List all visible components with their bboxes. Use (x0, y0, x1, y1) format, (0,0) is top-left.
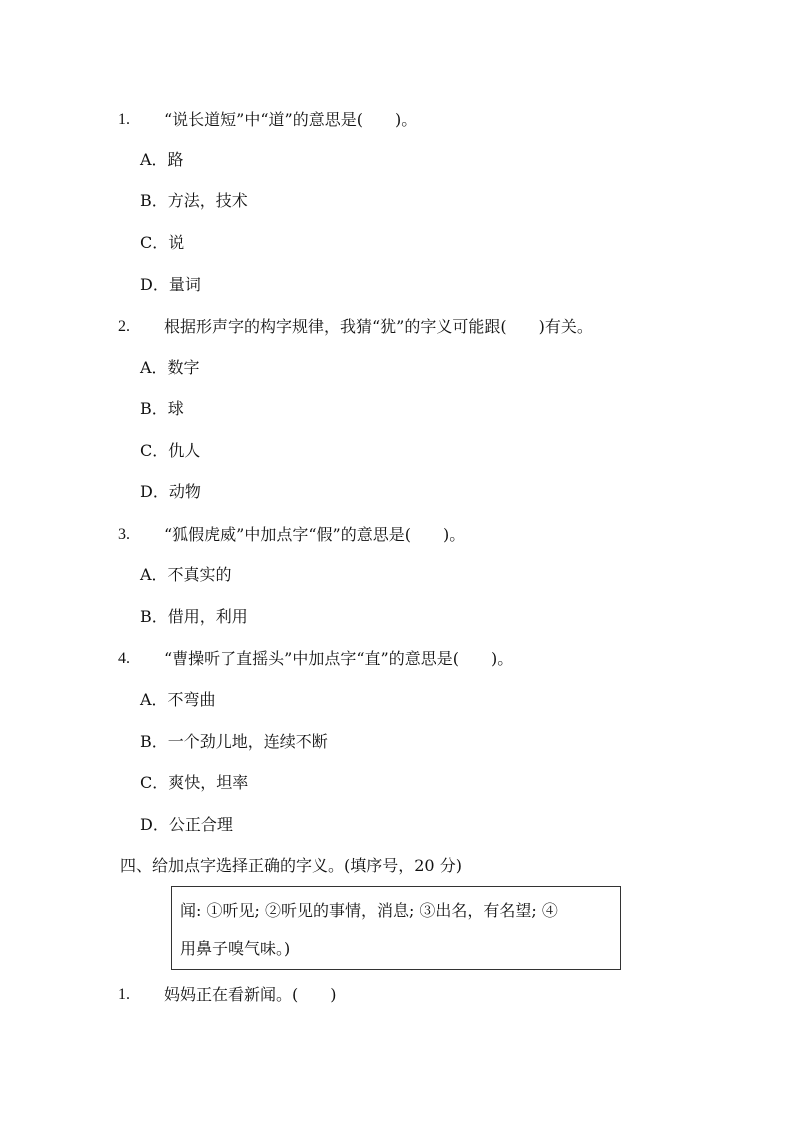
definition-line-1: 闻: ①听见; ②听见的事情，消息; ③出名，有名望; ④ (180, 901, 558, 920)
option-d: D．量词 (140, 275, 201, 294)
question-text: “曹操听了直摇头”中加点字“直”的意思是( )。 (164, 649, 514, 668)
question-text: 根据形声字的构字规律，我猜“犹”的字义可能跟( )有关。 (164, 317, 593, 336)
option-b: B．球 (140, 399, 184, 418)
definition-box (171, 886, 621, 970)
option-b: B．一个劲儿地，连续不断 (140, 732, 328, 751)
question-text: “说长道短”中“道”的意思是( )。 (164, 110, 418, 129)
option-a: A．路 (140, 150, 184, 169)
question-text: “狐假虎威”中加点字“假”的意思是( )。 (164, 525, 466, 544)
definition-line-2: 用鼻子嗅气味。) (180, 939, 291, 958)
question-number: 1. (118, 986, 130, 1003)
section-heading: 四、给加点字选择正确的字义。(填序号，20 分) (120, 856, 462, 875)
option-c: C．仇人 (140, 441, 201, 460)
option-a: A．数字 (140, 358, 200, 377)
option-a: A．不真实的 (140, 565, 232, 584)
option-a: A．不弯曲 (140, 690, 216, 709)
option-b: B．借用，利用 (140, 607, 248, 626)
question-number: 4. (118, 650, 130, 667)
question-number: 1. (118, 111, 130, 128)
option-d: D．动物 (140, 482, 201, 501)
option-c: C．说 (140, 233, 185, 252)
option-d: D．公正合理 (140, 815, 233, 834)
question-number: 2. (118, 318, 130, 335)
question-number: 3. (118, 526, 130, 543)
question-text: 妈妈正在看新闻。( ) (164, 985, 337, 1004)
option-c: C．爽快，坦率 (140, 773, 249, 792)
option-b: B．方法，技术 (140, 191, 248, 210)
